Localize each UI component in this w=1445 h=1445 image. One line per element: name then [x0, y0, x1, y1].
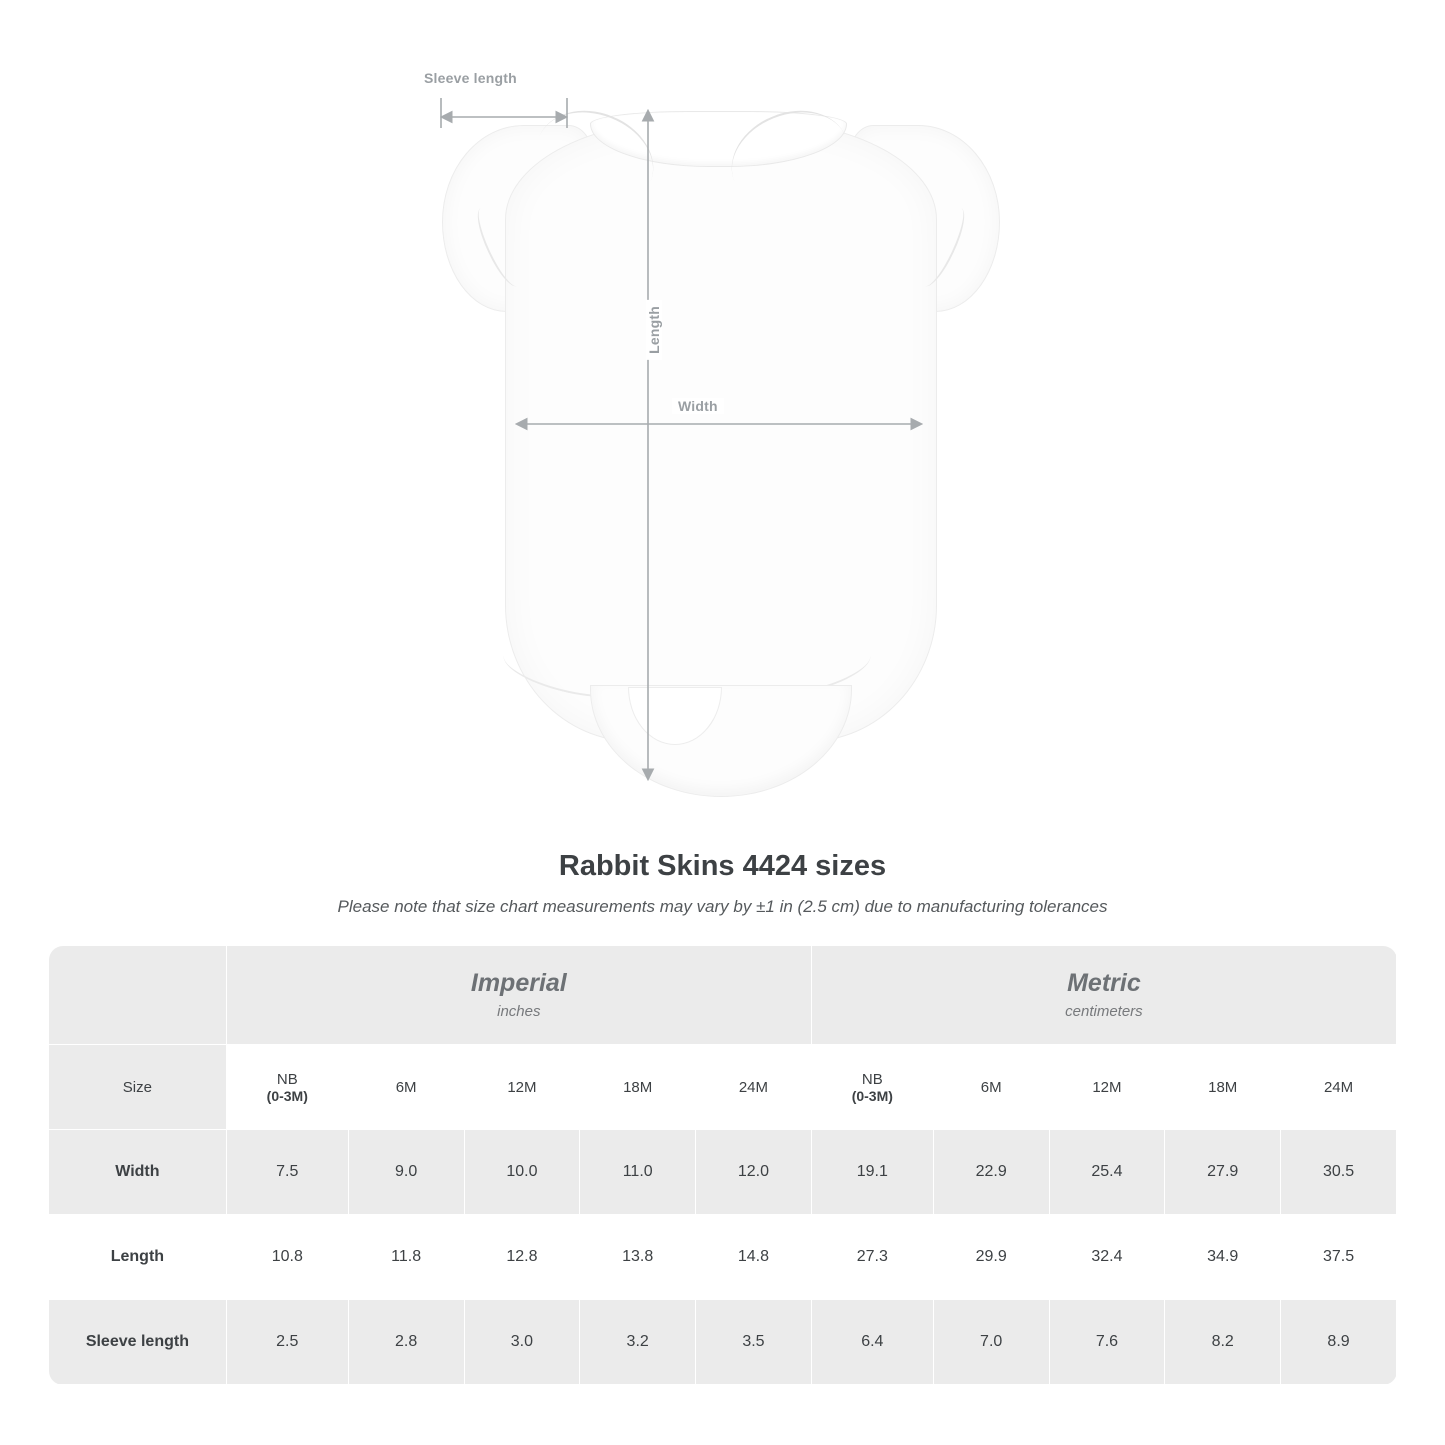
header-col-5-sub: (0-3M) — [851, 1087, 893, 1104]
unit-group-imperial-name: Imperial — [470, 968, 567, 997]
cell-length-2: 12.8 — [464, 1215, 580, 1300]
column-header-row — [49, 1045, 1397, 1130]
bodysuit-body — [505, 120, 937, 742]
header-col-1: 6M — [348, 1045, 464, 1130]
bodysuit-graphic — [430, 95, 1010, 785]
cell-sleeve-2: 3.0 — [464, 1300, 580, 1385]
cell-length-4: 14.8 — [696, 1215, 812, 1300]
cell-width-2: 10.0 — [464, 1130, 580, 1215]
header-col-6: 6M — [933, 1045, 1049, 1130]
cell-sleeve-9: 8.9 — [1281, 1300, 1397, 1385]
cell-width-1: 9.0 — [348, 1130, 464, 1215]
cell-width-9: 30.5 — [1281, 1130, 1397, 1215]
size-chart-table — [48, 945, 1397, 1385]
header-col-2: 12M — [464, 1045, 580, 1130]
cell-length-3: 13.8 — [580, 1215, 696, 1300]
cell-length-1: 11.8 — [348, 1215, 464, 1300]
cell-length-0: 10.8 — [226, 1215, 348, 1300]
title-block — [0, 850, 1445, 917]
cell-sleeve-5: 6.4 — [811, 1300, 933, 1385]
row-label-length: Length — [49, 1215, 227, 1300]
label-width: Width — [672, 398, 724, 414]
size-chart-table-wrap — [48, 945, 1397, 1385]
cell-width-3: 11.0 — [580, 1130, 696, 1215]
unit-group-metric — [811, 946, 1396, 1045]
cell-width-4: 12.0 — [696, 1130, 812, 1215]
table-row — [49, 1215, 1397, 1300]
header-col-8: 18M — [1165, 1045, 1281, 1130]
label-sleeve-length: Sleeve length — [424, 70, 517, 86]
cell-length-7: 32.4 — [1049, 1215, 1165, 1300]
header-col-7: 12M — [1049, 1045, 1165, 1130]
row-label-sleeve-length: Sleeve length — [49, 1300, 227, 1385]
page-title: Rabbit Skins 4424 sizes — [558, 850, 887, 882]
header-col-0-main: NB — [276, 1070, 298, 1088]
cell-sleeve-4: 3.5 — [696, 1300, 812, 1385]
cell-width-8: 27.9 — [1165, 1130, 1281, 1215]
cell-width-6: 22.9 — [933, 1130, 1049, 1215]
unit-group-metric-name: Metric — [1067, 968, 1141, 997]
cell-width-7: 25.4 — [1049, 1130, 1165, 1215]
header-col-0 — [226, 1045, 348, 1130]
unit-header-row — [49, 946, 1397, 1045]
cell-sleeve-1: 2.8 — [348, 1300, 464, 1385]
unit-group-imperial — [226, 946, 811, 1045]
header-col-5-main: NB — [861, 1070, 883, 1088]
header-col-0-sub: (0-3M) — [266, 1087, 308, 1104]
cell-sleeve-0: 2.5 — [226, 1300, 348, 1385]
unit-group-imperial-sub: inches — [497, 1003, 541, 1021]
cell-width-0: 7.5 — [226, 1130, 348, 1215]
table-row — [49, 1300, 1397, 1385]
tolerance-note: Please note that size chart measurements may vary by ±1 in (2.5 cm) due to manufacturing tolerances — [337, 897, 1108, 916]
header-col-5 — [811, 1045, 933, 1130]
cell-length-6: 29.9 — [933, 1215, 1049, 1300]
header-col-3: 18M — [580, 1045, 696, 1130]
table-row — [49, 1130, 1397, 1215]
header-size: Size — [49, 1045, 227, 1130]
cell-sleeve-7: 7.6 — [1049, 1300, 1165, 1385]
unit-header-spacer — [49, 946, 227, 1045]
cell-width-5: 19.1 — [811, 1130, 933, 1215]
header-col-9: 24M — [1281, 1045, 1397, 1130]
row-label-width: Width — [49, 1130, 227, 1215]
label-length: Length — [646, 300, 662, 360]
cell-length-8: 34.9 — [1165, 1215, 1281, 1300]
unit-group-metric-sub: centimeters — [1065, 1003, 1143, 1021]
header-col-4: 24M — [696, 1045, 812, 1130]
cell-sleeve-6: 7.0 — [933, 1300, 1049, 1385]
cell-length-5: 27.3 — [811, 1215, 933, 1300]
cell-length-9: 37.5 — [1281, 1215, 1397, 1300]
cell-sleeve-8: 8.2 — [1165, 1300, 1281, 1385]
cell-sleeve-3: 3.2 — [580, 1300, 696, 1385]
